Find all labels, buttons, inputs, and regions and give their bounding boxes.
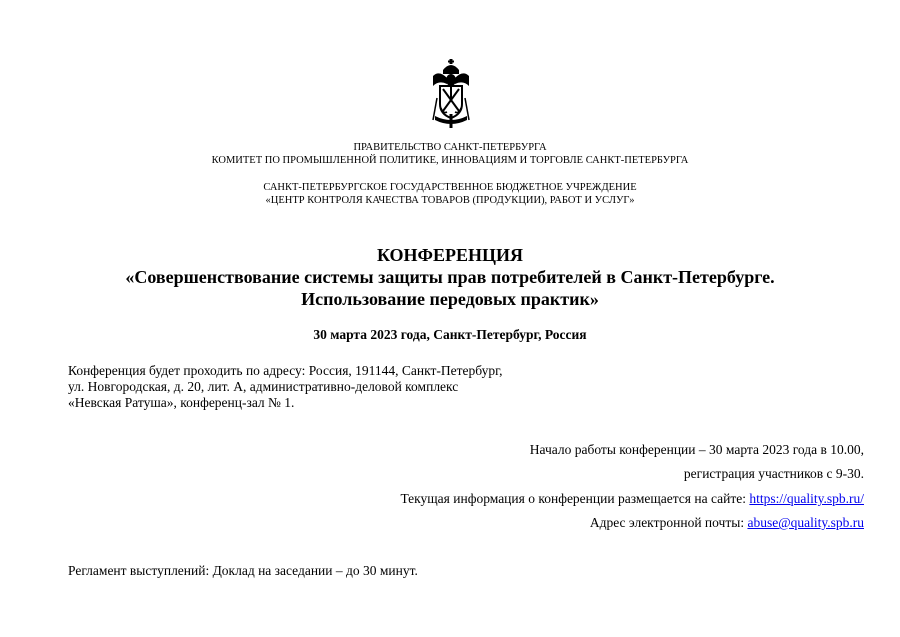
website-info — [264, 491, 864, 507]
venue-address — [68, 363, 628, 411]
conference-date-place: 30 марта 2023 года, Санкт-Петербург, Россия — [313, 327, 587, 342]
conference-name-line-2: Использование передовых практик» — [301, 289, 599, 309]
website-link[interactable]: https://quality.spb.ru/ — [749, 491, 864, 506]
website-label: Текущая информация о конференции размещается на сайте: — [400, 491, 750, 506]
conference-name-line-1: «Совершенствование системы защиты прав потребителей в Санкт-Петербурге. — [125, 267, 775, 287]
institution-name-line: «ЦЕНТР КОНТРОЛЯ КАЧЕСТВА ТОВАРОВ (ПРОДУКЦИИ), РАБОТ И УСЛУГ» — [265, 195, 635, 206]
committee-line: КОМИТЕТ ПО ПРОМЫШЛЕННОЙ ПОЛИТИКЕ, ИННОВАЦИЯМ И ТОРГОВЛЕ САНКТ-ПЕТЕРБУРГА — [211, 155, 689, 166]
coat-of-arms-icon — [429, 58, 473, 130]
address-line-2: ул. Новгородская, д. 20, лит. А, административно-деловой комплекс — [68, 379, 459, 394]
registration-time: регистрация участников с 9-30. — [683, 466, 864, 481]
speech-regulations: Регламент выступлений: Доклад на заседании – до 30 минут. — [68, 563, 418, 578]
email-info — [264, 515, 864, 531]
address-line-1: Конференция будет проходить по адресу: Россия, 191144, Санкт-Петербург, — [68, 363, 503, 378]
conference-label: КОНФЕРЕНЦИЯ — [376, 245, 524, 265]
address-line-3: «Невская Ратуша», конференц-зал № 1. — [68, 395, 295, 410]
conference-name — [0, 266, 900, 310]
institution-line: САНКТ-ПЕТЕРБУРГСКОЕ ГОСУДАРСТВЕННОЕ БЮДЖЕТНОЕ УЧРЕЖДЕНИЕ — [263, 182, 637, 193]
start-time: Начало работы конференции – 30 марта 2023 года в 10.00, — [529, 442, 864, 457]
email-label: Адрес электронной почты: — [589, 515, 748, 530]
email-link[interactable]: abuse@quality.spb.ru — [747, 515, 864, 530]
government-line: ПРАВИТЕЛЬСТВО САНКТ-ПЕТЕРБУРГА — [353, 142, 547, 153]
